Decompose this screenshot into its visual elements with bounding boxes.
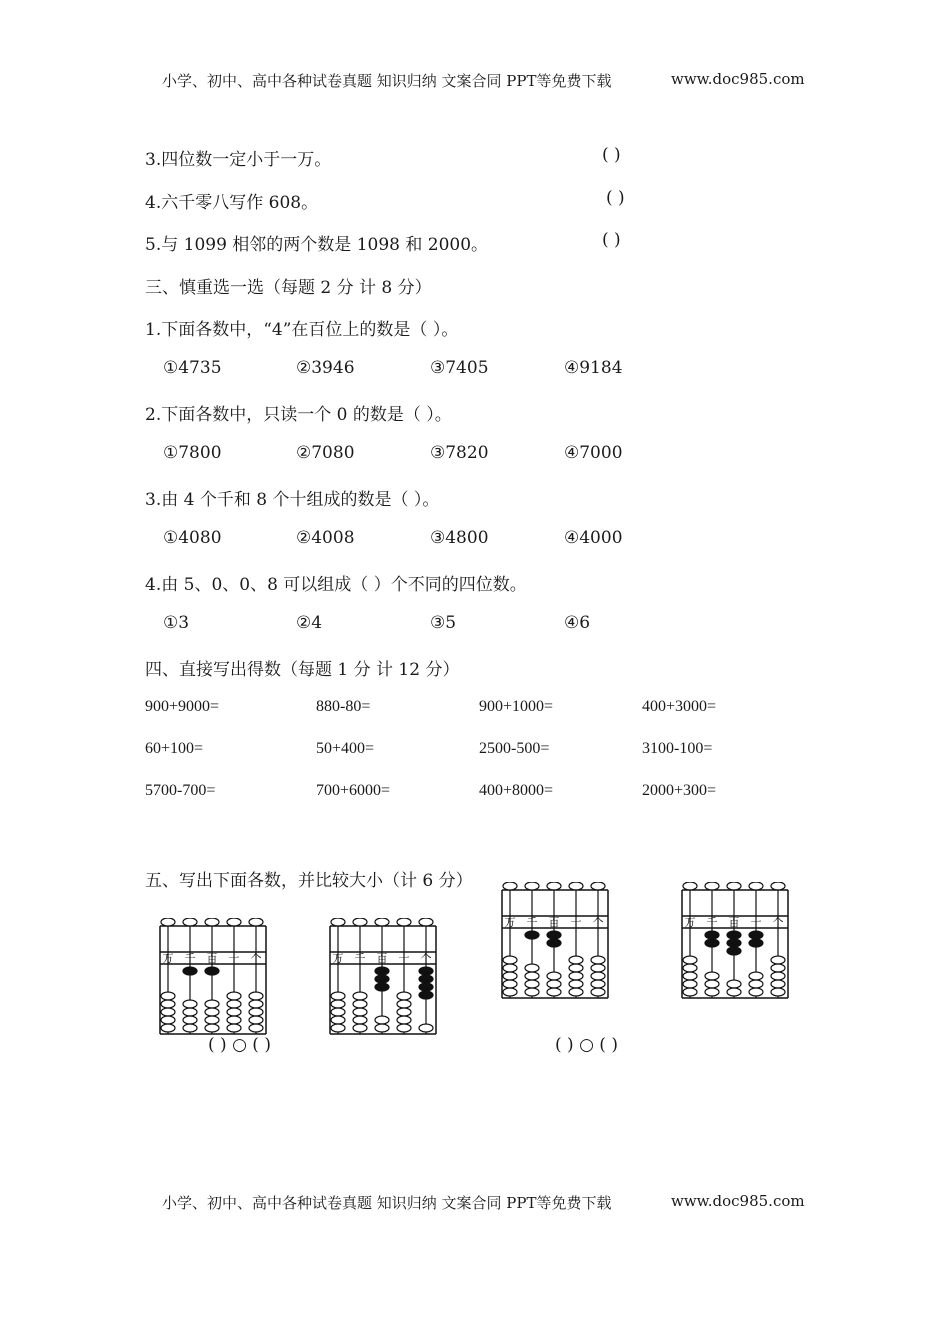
calc-3-3: 400+8000=: [479, 782, 554, 799]
calc-1-4: 400+3000=: [642, 698, 717, 715]
abacus-bead: [183, 1016, 197, 1024]
abacus-bead: [353, 1024, 367, 1032]
abacus-bead: [547, 988, 561, 996]
abacus-top-bead: [683, 882, 697, 890]
abacus-bead: [227, 1016, 241, 1024]
abacus-svg: [680, 882, 790, 1002]
abacus-bead: [353, 1008, 367, 1016]
abacus-bead: [569, 964, 583, 972]
abacus-bead-counted: [705, 939, 719, 947]
abacus-bead: [161, 1016, 175, 1024]
abacus-bead: [683, 980, 697, 988]
abacus-bead: [705, 972, 719, 980]
abacus-place-label: 千: [184, 952, 196, 965]
abacus-bead: [525, 972, 539, 980]
calc-1-1: 900+9000=: [145, 698, 220, 715]
calc-1-2: 880-80=: [316, 698, 371, 715]
abacus-bead: [353, 992, 367, 1000]
abacus-bead-counted: [547, 939, 561, 947]
abacus-place-label: 百: [206, 952, 218, 965]
option-2-2[interactable]: ②7080: [296, 443, 355, 463]
abacus-bead: [569, 956, 583, 964]
abacus-bead: [205, 1000, 219, 1008]
section-3-title: 三、慎重选一选（每题 2 分 计 8 分）: [145, 278, 432, 298]
abacus-top-bead: [591, 882, 605, 890]
abacus-bead-counted: [419, 991, 433, 999]
abacus-top-bead: [525, 882, 539, 890]
abacus-1: [158, 918, 268, 1038]
abacus-top-bead: [771, 882, 785, 890]
abacus-bead: [161, 992, 175, 1000]
abacus-bead-counted: [375, 975, 389, 983]
abacus-bead: [705, 980, 719, 988]
abacus-bead-counted: [375, 967, 389, 975]
abacus-bead: [205, 1016, 219, 1024]
abacus-bead-counted: [705, 931, 719, 939]
abacus-bead: [771, 956, 785, 964]
calc-3-1: 5700-700=: [145, 782, 216, 799]
calc-3-4: 2000+300=: [642, 782, 717, 799]
abacus-bead: [569, 980, 583, 988]
abacus-bead: [683, 964, 697, 972]
abacus-top-bead: [375, 918, 389, 926]
abacus-place-label: 千: [354, 952, 366, 965]
option-2-1[interactable]: ①7800: [163, 443, 222, 463]
abacus-bead: [397, 1016, 411, 1024]
option-1-4[interactable]: ④9184: [564, 358, 623, 378]
abacus-top-bead: [227, 918, 241, 926]
abacus-place-label: 个: [772, 916, 784, 929]
abacus-bead: [569, 972, 583, 980]
calc-2-1: 60+100=: [145, 740, 204, 757]
abacus-place-label: 十: [750, 916, 762, 929]
abacus-top-bead: [503, 882, 517, 890]
abacus-bead-counted: [749, 939, 763, 947]
abacus-bead: [227, 992, 241, 1000]
abacus-bead: [503, 964, 517, 972]
abacus-bead: [705, 988, 719, 996]
judgement-5: 5.与 1099 相邻的两个数是 1098 和 2000。: [145, 235, 489, 255]
abacus-bead: [161, 1024, 175, 1032]
abacus-top-bead: [749, 882, 763, 890]
abacus-bead: [375, 1024, 389, 1032]
abacus-place-label: 百: [548, 916, 560, 929]
compare-left[interactable]: ( ) ○ ( ): [208, 1035, 271, 1055]
abacus-2: [328, 918, 438, 1038]
abacus-bead: [397, 1024, 411, 1032]
abacus-place-label: 个: [592, 916, 604, 929]
abacus-bead: [397, 992, 411, 1000]
abacus-place-label: 百: [376, 952, 388, 965]
abacus-bead-counted: [419, 983, 433, 991]
abacus-bead: [227, 1000, 241, 1008]
abacus-bead: [525, 964, 539, 972]
abacus-top-bead: [353, 918, 367, 926]
option-2-3[interactable]: ③7820: [430, 443, 489, 463]
abacus-top-bead: [569, 882, 583, 890]
abacus-top-bead: [249, 918, 263, 926]
abacus-bead: [331, 1024, 345, 1032]
abacus-place-label: 十: [570, 916, 582, 929]
abacus-place-label: 千: [526, 916, 538, 929]
judgement-5-answer[interactable]: ( ): [602, 230, 621, 250]
abacus-bead: [749, 972, 763, 980]
calc-2-3: 2500-500=: [479, 740, 550, 757]
abacus-bead-counted: [727, 947, 741, 955]
page-header-url: www.doc985.com: [671, 70, 805, 88]
abacus-bead: [683, 988, 697, 996]
option-4-1[interactable]: ①3: [163, 613, 190, 633]
abacus-top-bead: [727, 882, 741, 890]
abacus-place-label: 个: [250, 952, 262, 965]
section-5-title: 五、写出下面各数，并比较大小（计 6 分）: [145, 871, 473, 891]
abacus-bead: [503, 956, 517, 964]
judgement-3: 3.四位数一定小于一万。: [145, 150, 332, 170]
abacus-top-bead: [397, 918, 411, 926]
judgement-4-answer[interactable]: ( ): [606, 188, 625, 208]
abacus-bead: [227, 1024, 241, 1032]
abacus-bead: [183, 1008, 197, 1016]
abacus-top-bead: [547, 882, 561, 890]
abacus-bead-counted: [727, 931, 741, 939]
abacus-bead: [227, 1008, 241, 1016]
abacus-svg: [158, 918, 268, 1038]
option-4-3[interactable]: ③5: [430, 613, 457, 633]
page-footer-text: 小学、初中、高中各种试卷真题 知识归纳 文案合同 PPT等免费下载: [162, 1194, 612, 1212]
abacus-bead-counted: [375, 983, 389, 991]
abacus-top-bead: [183, 918, 197, 926]
abacus-bead: [569, 988, 583, 996]
abacus-bead: [331, 1000, 345, 1008]
calc-1-3: 900+1000=: [479, 698, 554, 715]
judgement-3-answer[interactable]: ( ): [602, 145, 621, 165]
abacus-bead: [771, 972, 785, 980]
abacus-bead: [547, 980, 561, 988]
abacus-bead: [749, 980, 763, 988]
abacus-top-bead: [419, 918, 433, 926]
abacus-bead: [547, 972, 561, 980]
abacus-bead: [503, 972, 517, 980]
compare-right[interactable]: ( ) ○ ( ): [555, 1035, 618, 1055]
abacus-bead-counted: [547, 931, 561, 939]
abacus-place-label: 百: [728, 916, 740, 929]
option-3-2[interactable]: ②4008: [296, 528, 355, 548]
abacus-place-label: 万: [504, 916, 516, 929]
abacus-3: [500, 882, 610, 1002]
option-3-3[interactable]: ③4800: [430, 528, 489, 548]
abacus-bead: [525, 980, 539, 988]
abacus-bead: [727, 988, 741, 996]
abacus-bead: [591, 972, 605, 980]
abacus-bead: [161, 1008, 175, 1016]
abacus-bead-counted: [183, 967, 197, 975]
calc-2-2: 50+400=: [316, 740, 375, 757]
abacus-bead: [683, 956, 697, 964]
abacus-bead: [183, 1000, 197, 1008]
page-footer-url: www.doc985.com: [671, 1192, 805, 1210]
abacus-bead: [249, 1000, 263, 1008]
abacus-place-label: 千: [706, 916, 718, 929]
abacus-place-label: 十: [398, 952, 410, 965]
abacus-bead: [331, 1016, 345, 1024]
abacus-place-label: 个: [420, 952, 432, 965]
abacus-bead: [749, 988, 763, 996]
abacus-bead-counted: [727, 939, 741, 947]
abacus-top-bead: [205, 918, 219, 926]
abacus-svg: [500, 882, 610, 1002]
abacus-bead-counted: [205, 967, 219, 975]
abacus-bead: [503, 988, 517, 996]
abacus-bead: [183, 1024, 197, 1032]
abacus-bead-counted: [749, 931, 763, 939]
abacus-bead: [331, 992, 345, 1000]
option-1-1[interactable]: ①4735: [163, 358, 222, 378]
abacus-bead: [205, 1024, 219, 1032]
abacus-place-label: 万: [332, 952, 344, 965]
abacus-bead: [249, 992, 263, 1000]
section-4-title: 四、直接写出得数（每题 1 分 计 12 分）: [145, 660, 460, 680]
abacus-bead-counted: [419, 967, 433, 975]
abacus-bead: [591, 956, 605, 964]
abacus-bead: [249, 1008, 263, 1016]
abacus-top-bead: [161, 918, 175, 926]
abacus-top-bead: [331, 918, 345, 926]
abacus-bead: [771, 988, 785, 996]
abacus-bead: [375, 1016, 389, 1024]
abacus-bead: [331, 1008, 345, 1016]
abacus-bead: [771, 964, 785, 972]
abacus-place-label: 万: [162, 952, 174, 965]
abacus-bead: [771, 980, 785, 988]
choice-question-2: 2.下面各数中，只读一个 0 的数是（ ）。: [145, 405, 452, 425]
calc-3-2: 700+6000=: [316, 782, 391, 799]
option-3-4[interactable]: ④4000: [564, 528, 623, 548]
abacus-bead: [727, 980, 741, 988]
abacus-bead: [397, 1000, 411, 1008]
page-header-text: 小学、初中、高中各种试卷真题 知识归纳 文案合同 PPT等免费下载: [162, 72, 612, 90]
option-1-3[interactable]: ③7405: [430, 358, 489, 378]
calc-2-4: 3100-100=: [642, 740, 713, 757]
option-1-2[interactable]: ②3946: [296, 358, 355, 378]
abacus-bead: [249, 1016, 263, 1024]
abacus-top-bead: [705, 882, 719, 890]
abacus-bead: [419, 1024, 433, 1032]
abacus-bead: [353, 1000, 367, 1008]
abacus-bead: [683, 972, 697, 980]
abacus-bead: [161, 1000, 175, 1008]
choice-question-3: 3.由 4 个千和 8 个十组成的数是（ ）。: [145, 490, 440, 510]
abacus-bead-counted: [419, 975, 433, 983]
option-4-2[interactable]: ②4: [296, 613, 323, 633]
abacus-place-label: 万: [684, 916, 696, 929]
judgement-4: 4.六千零八写作 608。: [145, 193, 319, 213]
option-3-1[interactable]: ①4080: [163, 528, 222, 548]
choice-question-1: 1.下面各数中，“4”在百位上的数是（ ）。: [145, 320, 459, 340]
abacus-bead: [205, 1008, 219, 1016]
abacus-bead: [503, 980, 517, 988]
abacus-bead-counted: [525, 931, 539, 939]
abacus-bead: [591, 988, 605, 996]
abacus-bead: [353, 1016, 367, 1024]
abacus-4: [680, 882, 790, 1002]
abacus-bead: [591, 964, 605, 972]
abacus-svg: [328, 918, 438, 1038]
abacus-bead: [591, 980, 605, 988]
option-4-4[interactable]: ④6: [564, 613, 591, 633]
abacus-place-label: 十: [228, 952, 240, 965]
choice-question-4: 4.由 5、0、0、8 可以组成（ ）个不同的四位数。: [145, 575, 527, 595]
abacus-bead: [525, 988, 539, 996]
abacus-bead: [249, 1024, 263, 1032]
option-2-4[interactable]: ④7000: [564, 443, 623, 463]
abacus-bead: [397, 1008, 411, 1016]
